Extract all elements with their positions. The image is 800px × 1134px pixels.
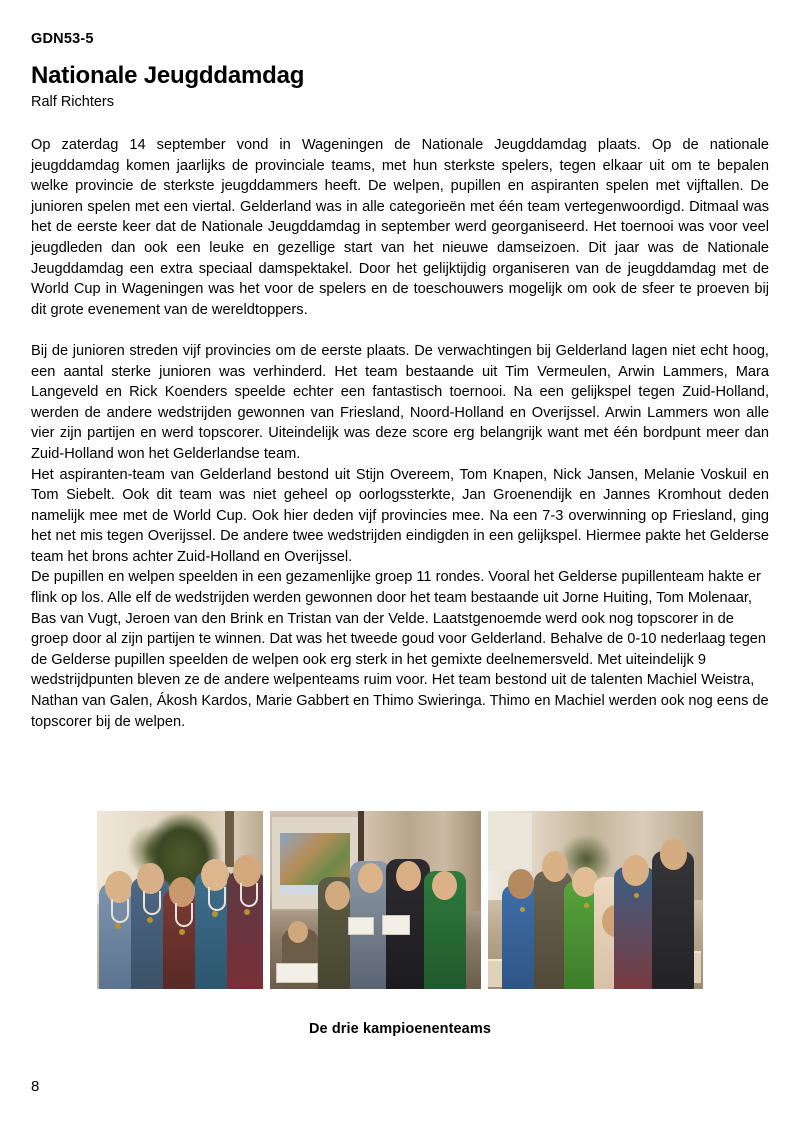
medal-icon	[147, 917, 153, 923]
page-content	[31, 0, 769, 732]
paragraph: Bij de junioren streden vijf provincies om de eerste plaats. De verwachtingen bij Gelderland lagen niet echt hoog, een aantal sterke junioren was verhinderd. Het team bestaande uit Tim Vermeulen, Arwin Lammers, Mara Langeveld en Rick Koenders speelde echter een fantastisch toernooi. Na een gelijkspel tegen Zuid-Holland, werden de andere wedstrijden gewonnen van Friesland, Noord-Holland en Overijssel. Arwin Lammers won alle vier zijn partijen en werd topscorer. Uiteindelijk was deze score erg belangrijk want met één bordpunt meer dan Zuid-Holland won het Gelderlandse team.	[31, 342, 769, 462]
photo-juniorenteam	[270, 811, 481, 989]
medal-icon	[244, 909, 250, 915]
adult-figure	[652, 851, 694, 989]
person-head	[396, 861, 421, 891]
lanyard	[143, 891, 161, 915]
person-head	[288, 921, 308, 943]
medal-icon	[584, 903, 589, 908]
lanyard	[111, 899, 129, 923]
person-head	[137, 863, 164, 894]
paragraph: Op zaterdag 14 september vond in Wageningen de Nationale Jeugddamdag plaats. Op de nationale jeugddamdag komen jaarlijks de provinciale teams, met hun sterkste spelers, tegen elkaar uit om te bepalen welke provincie de sterkste jeugddammers heeft. De welpen, pupillen en aspiranten spelen met vijftallen. De junioren spelen met een viertal. Gelderland was in alle categorieën met één team vertegenwoordigd. Ditmaal was het de eerste keer dat de Nationale Jeugddamdag in september werd georganiseerd. Het toernooi was voor veel jeugdleden dan ook een leuke en gezellige start van het nieuwe damseizoen. Dit jaar was de Nationale Jeugddamdag een extra speciaal damspektakel. Door het gelijktijdig organiseren van de jeugddamdag met de World Cup in Wageningen was het voor de spelers en de toeschouwers mogelijk om ook de sfeer te proeven bij dit grote evenement van de wereldtoppers.	[31, 137, 769, 318]
photo-pupillenteam	[97, 811, 263, 989]
article-body	[31, 135, 769, 732]
author-name: Ralf Richters	[31, 94, 114, 111]
certificate	[382, 915, 410, 935]
door-frame	[225, 811, 234, 867]
photo-caption: De drie kampioenenteams	[308, 1021, 491, 1037]
photo-welpenteam	[488, 811, 703, 989]
lanyard	[240, 883, 258, 907]
medal-icon	[212, 911, 218, 917]
person-head	[325, 881, 350, 910]
person-head	[508, 869, 534, 899]
medal-icon	[520, 907, 525, 912]
paper-sheet	[276, 963, 318, 983]
certificate	[348, 917, 374, 935]
medal-icon	[179, 929, 185, 935]
medal-icon	[115, 923, 121, 929]
person-head	[358, 863, 383, 893]
lanyard	[175, 903, 193, 927]
person-head	[432, 871, 457, 900]
projection-screen	[488, 813, 532, 871]
lanyard	[208, 887, 226, 911]
paragraph: De pupillen en welpen speelden in een gezamenlijke groep 11 rondes. Vooral het Gelderse pupillenteam hakte er flink op los. Alle elf de wedstrijden werden gewonnen door het team bestaande uit Jorne Huiting, Tom Molenaar, Bas van Vugt, Jeroen van den Brink en Tristan van der Velde. Laatstgenoemde werd ook nog topscorer in de groep door al zijn partijen te winnen. Dat was het tweede goud voor Gelderland. Behalve de 0-10 nederlaag tegen de Gelderse pupillen speelden de welpen ook erg sterk in het gemixte deelnemersveld. Met uiteindelijk 9 wedstrijdpunten bleven ze de andere welpenteams ruim voor. Het team bestond uit de talenten Machiel Weistra, Nathan van Galen, Ákosh Kardos, Marie Gabbert en Thimo Swieringa. Thimo en Machiel werden ook nog eens de topscorer bij de welpen.	[31, 569, 769, 730]
page-title: Nationale Jeugddamdag	[31, 61, 305, 89]
page-number: 8	[31, 1078, 40, 1095]
person-head	[660, 839, 687, 870]
paragraph: Het aspiranten-team van Gelderland bestond uit Stijn Overeem, Tom Knapen, Nick Jansen, Melanie Voskuil en Tom Siebelt. Ook dit team was niet geheel op oorlogssterkte, Jan Groenendijk en Jannes Kromhout deden namelijk mee met de World Cup. Ook hier deden vijf provincies mee. Na een 7-3 overwinning op Friesland, ging het net mis tegen Overijssel. De andere twee wedstrijden eindigden in een gelijkspel. Hiermee pakte het Gelderse team het brons achter Zuid-Holland en Overijssel.	[31, 466, 769, 565]
person-head	[622, 855, 649, 886]
person-head	[542, 851, 568, 882]
photo-gallery	[0, 811, 800, 989]
medal-icon	[634, 893, 639, 898]
document-code: GDN53-5	[31, 31, 94, 47]
